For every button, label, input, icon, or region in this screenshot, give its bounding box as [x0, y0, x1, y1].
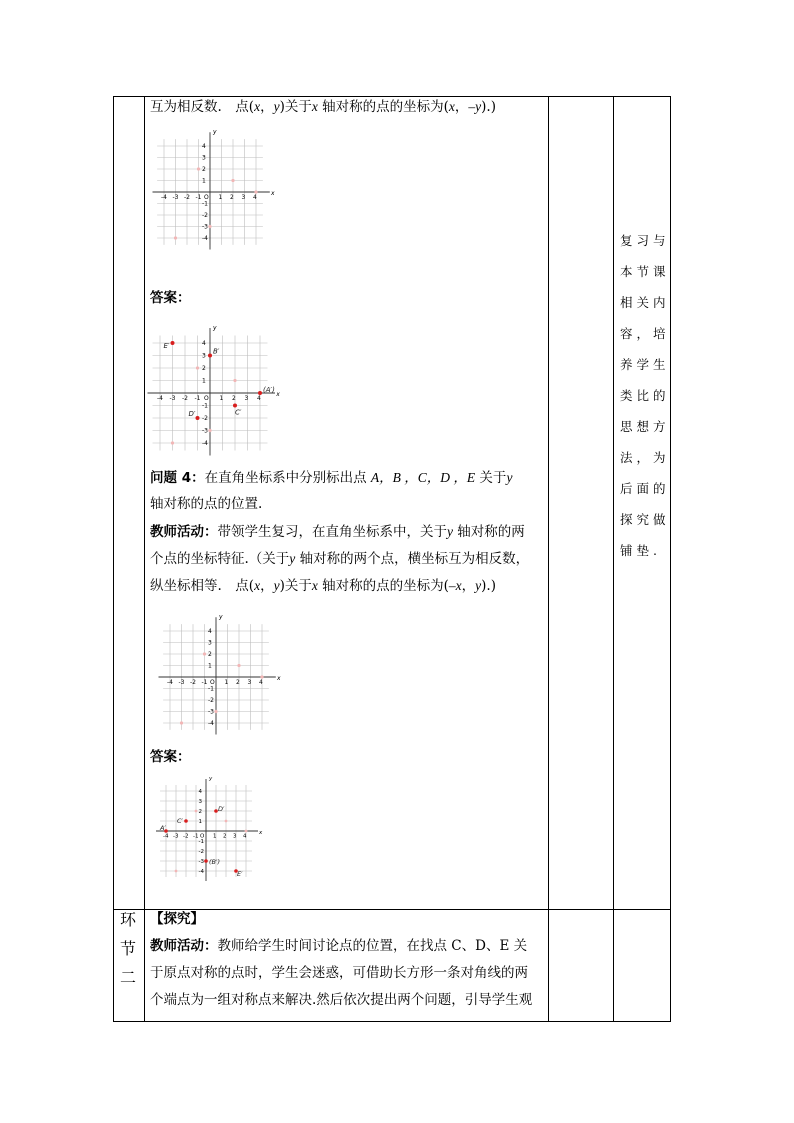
y-tick-label: -4 [202, 235, 208, 242]
point-marker [233, 404, 237, 408]
x-tick-label: 4 [243, 833, 247, 840]
x-axis-label: x [276, 391, 280, 398]
y-tick-label: 3 [208, 639, 212, 647]
y-tick-label: 2 [202, 166, 206, 173]
coordinate-graph-question [148, 128, 280, 250]
x-tick-label: -2 [184, 194, 190, 201]
point-marker [208, 225, 211, 228]
y-tick-label: 2 [208, 651, 212, 658]
side-note-line: 后面的 [620, 481, 670, 496]
x-tick-label: 3 [247, 679, 252, 686]
point-marker [254, 190, 257, 193]
y-tick-label: -2 [198, 848, 204, 855]
side-note-line: 类比的 [620, 388, 670, 403]
x-tick-label: 1 [219, 395, 224, 402]
y-tick-label: 4 [198, 788, 202, 795]
y-tick-label: -3 [208, 708, 214, 716]
x-tick-label: 4 [257, 395, 261, 402]
point-marker [208, 429, 211, 432]
y-tick-label: -1 [208, 685, 214, 693]
x-tick-label: -3 [178, 679, 185, 686]
x-tick-label: 1 [224, 679, 229, 686]
x-tick-label: -4 [163, 833, 169, 840]
table-column-divider [144, 97, 145, 1021]
stage-char: 二 [119, 968, 136, 987]
explore-line3: 个端点为一组对称点来解决.然后依次提出两个问题，引导学生观 [150, 992, 533, 1008]
x-tick-label: 2 [230, 194, 234, 201]
y-tick-label: -1 [198, 838, 204, 845]
side-note-line: 容，培 [620, 326, 670, 341]
y-tick-label: 2 [202, 365, 206, 372]
point-label: (A′) [263, 386, 275, 394]
y-tick-label: 4 [202, 340, 206, 347]
y-axis-label: y [209, 776, 213, 782]
y-tick-label: -2 [208, 697, 214, 704]
y-tick-label: -3 [202, 427, 208, 435]
point-marker [171, 441, 174, 444]
y-tick-label: 1 [202, 377, 206, 385]
teacher-activity-line2: 个点的坐标特征.（关于y 轴对称的两个点，横坐标互为相反数， [150, 551, 530, 567]
x-axis-label: x [276, 675, 281, 682]
x-tick-label: -1 [193, 833, 199, 840]
point-label: B′ [213, 347, 220, 356]
y-tick-label: -4 [198, 868, 204, 875]
y-tick-label: -2 [202, 212, 208, 219]
x-tick-label: -1 [195, 194, 202, 201]
y-tick-label: 1 [198, 818, 202, 825]
point-marker [184, 819, 188, 823]
x-tick-label: -1 [194, 395, 201, 402]
point-marker [180, 721, 183, 724]
point-marker [175, 870, 178, 873]
x-tick-label: O [204, 194, 209, 201]
point-marker [245, 830, 248, 833]
x-tick-label: -2 [183, 833, 189, 840]
intro-line: 互为相反数. 点(x，y)关于x 轴对称的点的坐标为(x，–y).) [150, 99, 496, 115]
y-tick-label: 1 [202, 177, 206, 185]
point-label: E′ [163, 342, 170, 350]
y-tick-label: -3 [198, 858, 204, 865]
x-tick-label: 3 [244, 395, 249, 402]
point-marker [233, 379, 236, 382]
point-marker [258, 391, 262, 395]
y-tick-label: -4 [208, 720, 214, 727]
side-note-line: 铺垫. [620, 543, 661, 558]
x-tick-label: -4 [167, 679, 173, 686]
table-column-divider [548, 97, 549, 1021]
x-tick-label: -1 [201, 679, 208, 686]
x-tick-label: 2 [223, 833, 227, 840]
stage-char: 环 [119, 910, 136, 929]
point-marker [260, 675, 263, 678]
point-marker [195, 810, 198, 813]
x-tick-label: -3 [172, 194, 179, 201]
explore-line2: 于原点对称的点时，学生会迷惑，可借助长方形一条对角线的两 [150, 965, 528, 981]
x-tick-label: -2 [190, 679, 196, 686]
x-tick-label: 3 [241, 194, 246, 201]
answer-label-2: 答案： [150, 749, 191, 765]
y-axis-label: y [219, 613, 223, 621]
y-tick-label: 2 [198, 808, 202, 815]
y-tick-label: -3 [202, 223, 208, 231]
teacher-activity: 教师活动：带领学生复习，在直角坐标系中，关于y 轴对称的两 [150, 524, 525, 540]
stage-label [116, 905, 140, 992]
point-label: A′ [160, 824, 166, 832]
point-marker [171, 341, 175, 345]
y-axis-label: y [213, 128, 217, 136]
x-tick-label: 2 [236, 679, 240, 686]
x-tick-label: -3 [169, 395, 176, 402]
point-marker [231, 179, 234, 182]
y-tick-label: 4 [208, 628, 212, 635]
x-tick-label: O [200, 833, 205, 840]
point-label: C′ [235, 408, 242, 417]
side-note-line: 本节课 [620, 264, 670, 279]
y-tick-label: -1 [202, 402, 208, 410]
point-marker [203, 652, 206, 655]
x-tick-label: 1 [213, 833, 217, 840]
stage-char: 节 [119, 939, 136, 958]
y-tick-label: 3 [202, 352, 206, 360]
answer-label: 答案： [150, 290, 191, 306]
question-4-line2: 轴对称的点的位置. [150, 496, 263, 512]
point-marker [197, 167, 200, 170]
point-marker [174, 236, 177, 239]
y-tick-label: -2 [202, 415, 208, 422]
side-note-line: 复习与 [620, 233, 670, 248]
x-tick-label: -4 [161, 194, 167, 201]
side-note [620, 225, 676, 566]
y-tick-label: 1 [208, 662, 212, 670]
y-tick-label: 3 [198, 798, 202, 805]
point-label: C′ [177, 817, 184, 825]
point-marker [196, 416, 200, 420]
table-column-divider [613, 97, 614, 1021]
x-tick-label: 4 [253, 194, 257, 201]
y-tick-label: -1 [202, 200, 208, 208]
question-4: 问题 4：在直角坐标系中分别标出点 A，B ，C，D ，E 关于y [150, 470, 513, 486]
x-tick-label: 4 [259, 679, 263, 686]
side-note-line: 探究做 [620, 512, 670, 527]
point-marker [214, 710, 217, 713]
section-title: 【探究】 [150, 911, 204, 927]
x-tick-label: -3 [173, 833, 179, 840]
point-label: E′ [237, 870, 243, 878]
x-axis-label: x [270, 190, 275, 197]
side-note-line: 法，为 [620, 450, 670, 465]
coordinate-graph-answer-2 [154, 776, 266, 889]
point-label: D′ [218, 805, 225, 813]
y-tick-label: 3 [202, 154, 206, 162]
explore-line1: 教师活动：教师给学生时间讨论点的位置，在找点 C、D、E 关 [150, 938, 528, 954]
y-axis-label: y [213, 324, 217, 332]
x-tick-label: 2 [232, 395, 236, 402]
side-note-line: 养学生 [620, 357, 670, 372]
coordinate-graph-question-2 [154, 614, 286, 734]
point-label: D′ [188, 410, 196, 418]
y-tick-label: -4 [202, 440, 208, 447]
x-tick-label: O [210, 679, 215, 686]
x-tick-label: -2 [182, 395, 188, 402]
point-marker [204, 859, 208, 863]
point-marker [196, 366, 199, 369]
x-tick-label: 3 [233, 833, 237, 840]
x-tick-label: -4 [157, 395, 163, 402]
y-tick-label: 4 [202, 143, 206, 150]
x-axis-label: x [259, 830, 263, 836]
x-tick-label: O [204, 395, 209, 402]
point-marker [237, 664, 240, 667]
point-label: (B′) [209, 858, 221, 866]
x-tick-label: 1 [218, 194, 223, 201]
side-note-line: 思想方 [620, 419, 670, 434]
side-note-line: 相关内 [620, 295, 670, 310]
teacher-activity-line3: 纵坐标相等. 点(x，y)关于x 轴对称的点的坐标为(–x，y).) [150, 578, 496, 594]
point-marker [225, 820, 228, 823]
coordinate-graph-answer [148, 323, 288, 451]
point-marker [208, 354, 212, 358]
